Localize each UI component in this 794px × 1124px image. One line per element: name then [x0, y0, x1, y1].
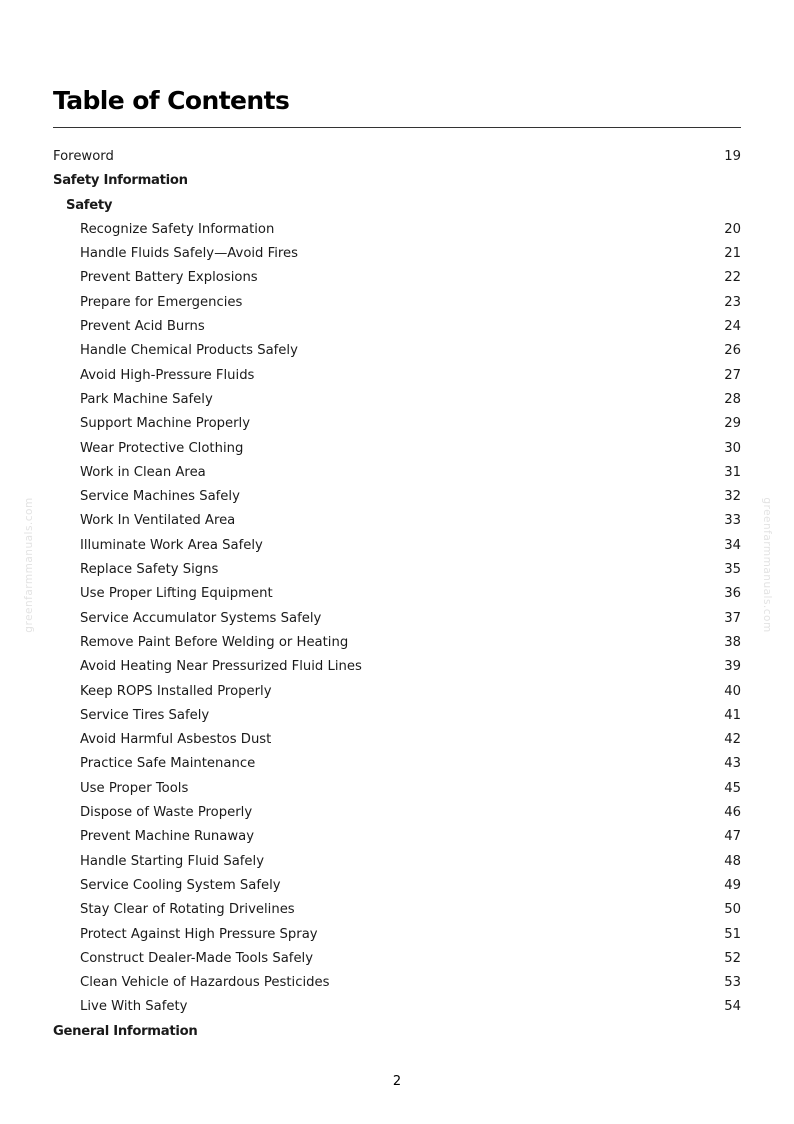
- toc-entry-page: 38: [724, 634, 741, 650]
- toc-entry-label: Prevent Battery Explosions: [80, 270, 258, 286]
- toc-entry-label: Handle Starting Fluid Safely: [80, 853, 265, 869]
- toc-entry-page: 39: [724, 659, 741, 675]
- toc-entry-page: 20: [724, 221, 741, 237]
- toc-entry[interactable]: [53, 485, 741, 509]
- toc-entry-page: 34: [724, 537, 741, 553]
- toc-entry[interactable]: [53, 412, 741, 436]
- toc-entry-label: Service Accumulator Systems Safely: [80, 610, 322, 626]
- toc-entry-label: Dispose of Waste Properly: [80, 805, 253, 821]
- toc-entry-label: Use Proper Tools: [80, 780, 189, 796]
- toc-entry-label: Safety: [66, 197, 113, 213]
- toc-entry-label: Work In Ventilated Area: [80, 513, 236, 529]
- toc-entry[interactable]: [53, 339, 741, 363]
- toc-entry-page: 45: [724, 780, 741, 796]
- toc-entry[interactable]: [53, 947, 741, 971]
- toc-entry[interactable]: [53, 509, 741, 533]
- toc-entry-label: Service Machines Safely: [80, 489, 240, 505]
- toc-section-heading[interactable]: [53, 194, 741, 218]
- toc-entry[interactable]: [53, 582, 741, 606]
- toc-entry-page: 53: [724, 975, 741, 991]
- toc-entry-label: Avoid Harmful Asbestos Dust: [80, 732, 272, 748]
- toc-section-heading[interactable]: [53, 169, 741, 193]
- toc-entry[interactable]: [53, 995, 741, 1019]
- toc-entry[interactable]: [53, 558, 741, 582]
- toc-entry-page: 40: [724, 683, 741, 699]
- toc-entry[interactable]: [53, 923, 741, 947]
- toc-entry[interactable]: [53, 728, 741, 752]
- toc-entry-label: Park Machine Safely: [80, 391, 213, 407]
- toc-entry-page: 42: [724, 732, 741, 748]
- toc-entry-page: 24: [724, 319, 741, 335]
- toc-entry-page: 26: [724, 343, 741, 359]
- toc-entry-label: Clean Vehicle of Hazardous Pesticides: [80, 975, 330, 991]
- toc-entry-page: 22: [724, 270, 741, 286]
- toc-entry-label: Illuminate Work Area Safely: [80, 537, 263, 553]
- toc-entry[interactable]: [53, 704, 741, 728]
- watermark-right: greenfarmmanuals.com: [761, 497, 773, 633]
- toc-entry[interactable]: [53, 266, 741, 290]
- toc-entry-label: Support Machine Properly: [80, 416, 251, 432]
- title-divider: [53, 127, 741, 128]
- toc-entry-label: Keep ROPS Installed Properly: [80, 683, 272, 699]
- toc-entry[interactable]: [53, 850, 741, 874]
- toc-entry-label: Remove Paint Before Welding or Heating: [80, 634, 349, 650]
- toc-entry[interactable]: [53, 291, 741, 315]
- toc-entry-page: 46: [724, 805, 741, 821]
- page-title: Table of Contents: [53, 86, 290, 115]
- toc-entry-label: Stay Clear of Rotating Drivelines: [80, 902, 295, 918]
- toc-entry-label: Prevent Acid Burns: [80, 319, 205, 335]
- toc-entry[interactable]: [53, 461, 741, 485]
- toc-entry-page: 32: [724, 489, 741, 505]
- toc-entry-page: 54: [724, 999, 741, 1015]
- toc-section-heading[interactable]: [53, 145, 741, 169]
- toc-entry[interactable]: [53, 874, 741, 898]
- toc-entry[interactable]: [53, 315, 741, 339]
- toc-entry-page: 23: [724, 294, 741, 310]
- toc-entry-label: Wear Protective Clothing: [80, 440, 244, 456]
- toc-entry-page: 48: [724, 853, 741, 869]
- toc-entry[interactable]: [53, 607, 741, 631]
- toc-entry-label: Avoid Heating Near Pressurized Fluid Lines: [80, 659, 362, 675]
- toc-entry-page: 30: [724, 440, 741, 456]
- toc-entry-page: 21: [724, 246, 741, 262]
- toc-entry-page: 36: [724, 586, 741, 602]
- toc-entry-page: 43: [724, 756, 741, 772]
- toc-entry[interactable]: [53, 777, 741, 801]
- toc-entry[interactable]: [53, 631, 741, 655]
- toc-entry[interactable]: [53, 437, 741, 461]
- toc-entry-label: Service Tires Safely: [80, 707, 210, 723]
- toc-entry-label: General Information: [53, 1023, 198, 1039]
- toc-entry-label: Live With Safety: [80, 999, 188, 1015]
- toc-entry[interactable]: [53, 388, 741, 412]
- toc-entry[interactable]: [53, 364, 741, 388]
- toc-entry-page: 51: [724, 926, 741, 942]
- toc-entry-page: 49: [724, 877, 741, 893]
- toc-entry[interactable]: [53, 801, 741, 825]
- toc-entry-label: Protect Against High Pressure Spray: [80, 926, 318, 942]
- toc-entry-label: Practice Safe Maintenance: [80, 756, 256, 772]
- toc-entry[interactable]: [53, 680, 741, 704]
- watermark-left: greenfarmmanuals.com: [23, 497, 35, 633]
- toc-entry[interactable]: [53, 242, 741, 266]
- toc-entry-label: Safety Information: [53, 173, 188, 189]
- toc-entry[interactable]: [53, 825, 741, 849]
- toc-entry[interactable]: [53, 655, 741, 679]
- toc-entry-label: Use Proper Lifting Equipment: [80, 586, 273, 602]
- toc-entry-label: Handle Fluids Safely—Avoid Fires: [80, 246, 299, 262]
- toc-entry-label: Recognize Safety Information: [80, 221, 275, 237]
- toc-entry[interactable]: [53, 898, 741, 922]
- toc-entry-label: Avoid High-Pressure Fluids: [80, 367, 255, 383]
- toc-entry-label: Work in Clean Area: [80, 464, 206, 480]
- toc-entry-label: Service Cooling System Safely: [80, 877, 281, 893]
- toc-entry-page: 33: [724, 513, 741, 529]
- toc-entry-page: 27: [724, 367, 741, 383]
- toc-entry-label: Handle Chemical Products Safely: [80, 343, 298, 359]
- toc-entry-label: Replace Safety Signs: [80, 562, 219, 578]
- toc-entry-page: 41: [724, 707, 741, 723]
- toc-entry[interactable]: [53, 534, 741, 558]
- toc-entry-page: 47: [724, 829, 741, 845]
- toc-entry-label: Foreword: [53, 149, 114, 164]
- toc-entry-page: 19: [724, 149, 741, 164]
- toc-entry-page: 31: [724, 464, 741, 480]
- toc-entry-page: 28: [724, 391, 741, 407]
- toc-entry[interactable]: [53, 752, 741, 776]
- toc-entry-label: Prepare for Emergencies: [80, 294, 243, 310]
- toc-entry-page: 52: [724, 950, 741, 966]
- page-number: 2: [392, 1074, 402, 1089]
- toc-entry-page: 35: [724, 562, 741, 578]
- toc-entry[interactable]: [53, 971, 741, 995]
- toc-section-heading[interactable]: [53, 1020, 741, 1044]
- toc-entry-page: 50: [724, 902, 741, 918]
- toc-entry-page: 29: [724, 416, 741, 432]
- toc-entry-label: Prevent Machine Runaway: [80, 829, 255, 845]
- toc-entry-label: Construct Dealer-Made Tools Safely: [80, 950, 314, 966]
- toc-list: [53, 145, 741, 1044]
- toc-entry-page: 37: [724, 610, 741, 626]
- toc-entry[interactable]: [53, 218, 741, 242]
